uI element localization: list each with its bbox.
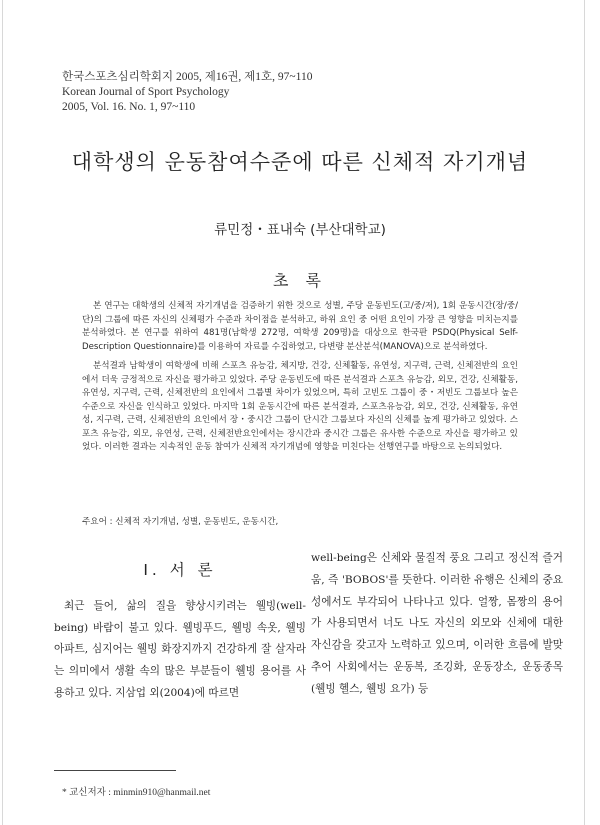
page-right-edge <box>584 0 585 825</box>
footnote-divider <box>54 770 176 771</box>
right-column <box>311 548 563 701</box>
page-left-edge <box>2 0 3 825</box>
abstract-heading: 초 록 <box>273 271 327 290</box>
left-column <box>54 560 306 705</box>
abstract-body <box>82 300 518 461</box>
journal-header <box>62 70 312 115</box>
intro-left-text: 최근 들어, 삶의 질을 향상시키려는 웰빙(well-being) 바람이 불고 있다. 웰빙푸드, 웰빙 속옷, 웰빙 아파트, 심지어는 웰빙 화장지까지 건강하게 잘 살자라는 의미에서 생활 속의 많은 부분들이 웰빙 용어를 사용하고 있다. 지삼업 외(2004)에 따르면 <box>54 599 306 699</box>
journal-line-korean: 한국스포츠심리학회지 2005, 제16권, 제1호, 97~110 <box>62 71 313 83</box>
abstract-paragraph-1: 본 연구는 대학생의 신체적 자기개념을 검증하기 위한 것으로 성별, 주당 운동빈도(고/중/저), 1회 운동시간(장/중/단)의 그룹에 따른 자신의 신체평가 수준과 차이점을 분석하고, 하위 요인 중 어떤 요인이 가장 큰 영향을 미치는지를 분석하였다. 본 연구를 위하여 481명(남학생 272명, 여학생 209명)을 대상으로 한국판 PSDQ(Physical Self-Description Questionnaire)를 이용하여 자료를 수집하였고, 다변량 분산분석(MANOVA)으로 분석하였다. <box>82 301 518 352</box>
section-heading-introduction: Ⅰ. 서 론 <box>143 561 217 579</box>
paper-title: 대학생의 운동참여수준에 따른 신체적 자기개념 <box>71 150 529 174</box>
journal-line-english: Korean Journal of Sport Psychology <box>62 86 230 98</box>
journal-line-volume: 2005, Vol. 16. No. 1, 97~110 <box>62 101 196 113</box>
paper-authors: 류민정・표내숙 (부산대학교) <box>214 222 386 238</box>
keywords: 주요어 : 신체적 자기개념, 성별, 운동빈도, 운동시간, <box>82 517 279 527</box>
corresponding-author-footnote: * 교신저자 : minmin910@hanmail.net <box>62 788 211 798</box>
abstract-paragraph-2: 분석결과 남학생이 여학생에 비해 스포츠 유능감, 체지방, 건강, 신체활동, 유연성, 지구력, 근력, 신체전반의 요인에서 더욱 긍정적으로 자신을 평가하고 있었다. 주당 운동빈도에 따른 분석결과 스포츠 유능감, 외모, 건강, 신체활동, 유연성, 지구력, 근력, 신체전반의 요인에서 그룹별 차이가 있었으며, 특히 고빈도 그룹이 중・저빈도 그룹보다 높은 수준으로 자신을 인식하고 있었다. 마지막 1회 운동시간에 따른 분석결과, 스포츠유능감, 외모, 건강, 신체활동, 유연성, 지구력, 근력, 신체전반의 요인에서 장・중시간 그룹이 단시간 그룹보다 자신의 신체를 높게 평가하고 있었다. 스포츠 유능감, 외모, 유연성, 근력, 신체전반요인에서는 장시간과 중시간 그룹은 유사한 수준으로 자신을 평가하고 있었다. 이러한 결과는 지속적인 운동 참여가 신체적 자기개념에 영향을 미친다는 선행연구를 바탕으로 논의되었다. <box>82 361 518 452</box>
intro-right-text: well-being은 신체와 물질적 풍요 그리고 정신적 즐거움, 즉 'BOBOS'를 뜻한다. 이러한 유행은 신체의 중요성에서도 부각되어 나타나고 있다. 얼짱, 몸짱의 용어가 사용되면서 너도 나도 자신의 외모와 신체에 대한 자신감을 갖고자 노력하고 있으며, 이러한 흐름에 발맞추어 사회에서는 운동복, 조깅화, 운동장소, 운동종목(웰빙 헬스, 웰빙 요가) 등 <box>311 552 563 695</box>
